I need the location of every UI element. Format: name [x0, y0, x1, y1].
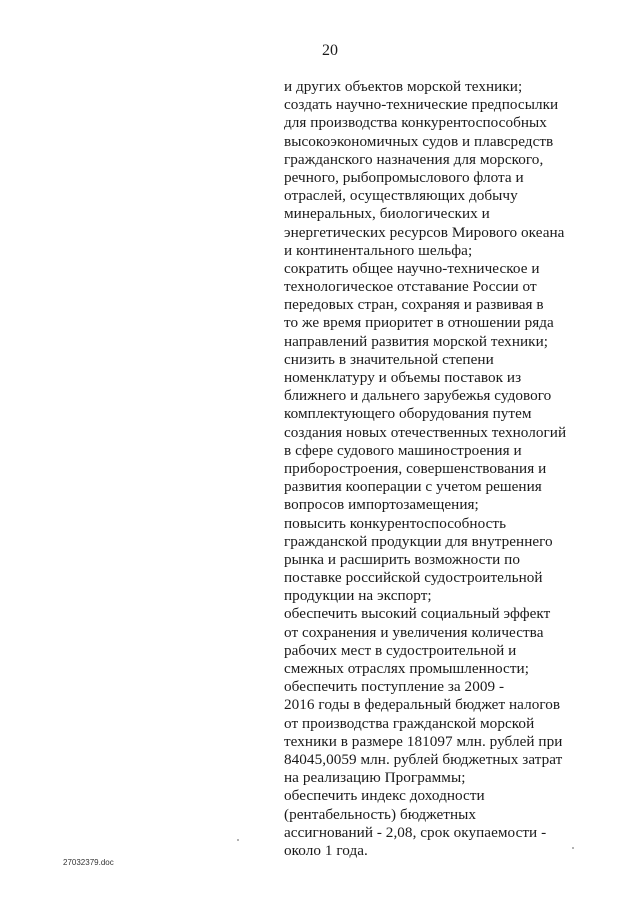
text-line: вопросов импортозамещения; [284, 496, 479, 514]
text-line: приборостроения, совершенствования и [284, 459, 547, 477]
text-line: в сфере судового машиностроения и [284, 441, 522, 459]
document-file-code: 27032379.doc [63, 858, 114, 867]
text-line: и континентального шельфа; [284, 241, 473, 259]
text-line: снизить в значительной степени [284, 350, 494, 368]
text-line: высокоэкономичных судов и плавсредств [284, 132, 554, 150]
scan-speck [237, 839, 239, 841]
text-line: развития кооперации с учетом решения [284, 478, 542, 496]
text-line: энергетических ресурсов Мирового океана [284, 223, 565, 241]
text-line: рабочих мест в судостроительной и [284, 641, 517, 659]
text-line: от сохранения и увеличения количества [284, 623, 544, 641]
text-line: гражданского назначения для морского, [284, 150, 544, 168]
text-line: комплектующего оборудования путем [284, 405, 532, 423]
text-line: создания новых отечественных технологий [284, 423, 567, 441]
text-line: 84045,0059 млн. рублей бюджетных затрат [284, 750, 563, 768]
text-line: передовых стран, сохраняя и развивая в [284, 296, 544, 314]
text-line: от производства гражданской морской [284, 714, 535, 732]
text-line: обеспечить высокий социальный эффект [284, 605, 551, 623]
text-line: техники в размере 181097 млн. рублей при [284, 732, 563, 750]
text-line: обеспечить индекс доходности [284, 787, 485, 805]
text-line: ассигнований - 2,08, срок окупаемости - [284, 823, 547, 841]
text-line: минеральных, биологических и [284, 205, 490, 223]
text-line: технологическое отставание России от [284, 278, 537, 296]
text-line: на реализацию Программы; [284, 769, 466, 787]
text-line: ближнего и дальнего зарубежья судового [284, 387, 552, 405]
text-line: обеспечить поступление за 2009 - [284, 678, 505, 696]
text-line: повысить конкурентоспособность [284, 514, 507, 532]
text-line: для производства конкурентоспособных [284, 114, 547, 132]
text-line: гражданской продукции для внутреннего [284, 532, 553, 550]
text-line: создать научно-технические предпосылки [284, 96, 559, 114]
text-line: 2016 годы в федеральный бюджет налогов [284, 696, 561, 714]
text-line: продукции на экспорт; [284, 587, 432, 605]
document-body [284, 78, 584, 860]
text-line: направлений развития морской техники; [284, 332, 549, 350]
page-number: 20 [322, 42, 338, 59]
text-line: рынка и расширить возможности по [284, 550, 521, 568]
text-line: и других объектов морской техники; [284, 78, 523, 95]
text-line: смежных отраслях промышленности; [284, 660, 529, 677]
text-line: отраслей, осуществляющих добычу [284, 187, 518, 205]
text-line: сократить общее научно-техническое и [284, 259, 540, 277]
text-line: то же время приоритет в отношении ряда [284, 314, 554, 332]
scan-speck [572, 847, 574, 849]
text-line: речного, рыбопромыслового флота и [284, 168, 524, 186]
text-line: номенклатуру и объемы поставок из [284, 369, 522, 386]
text-line: поставке российской судостроительной [284, 569, 543, 587]
text-line: около 1 года. [284, 841, 368, 859]
text-line: (рентабельность) бюджетных [284, 805, 477, 823]
